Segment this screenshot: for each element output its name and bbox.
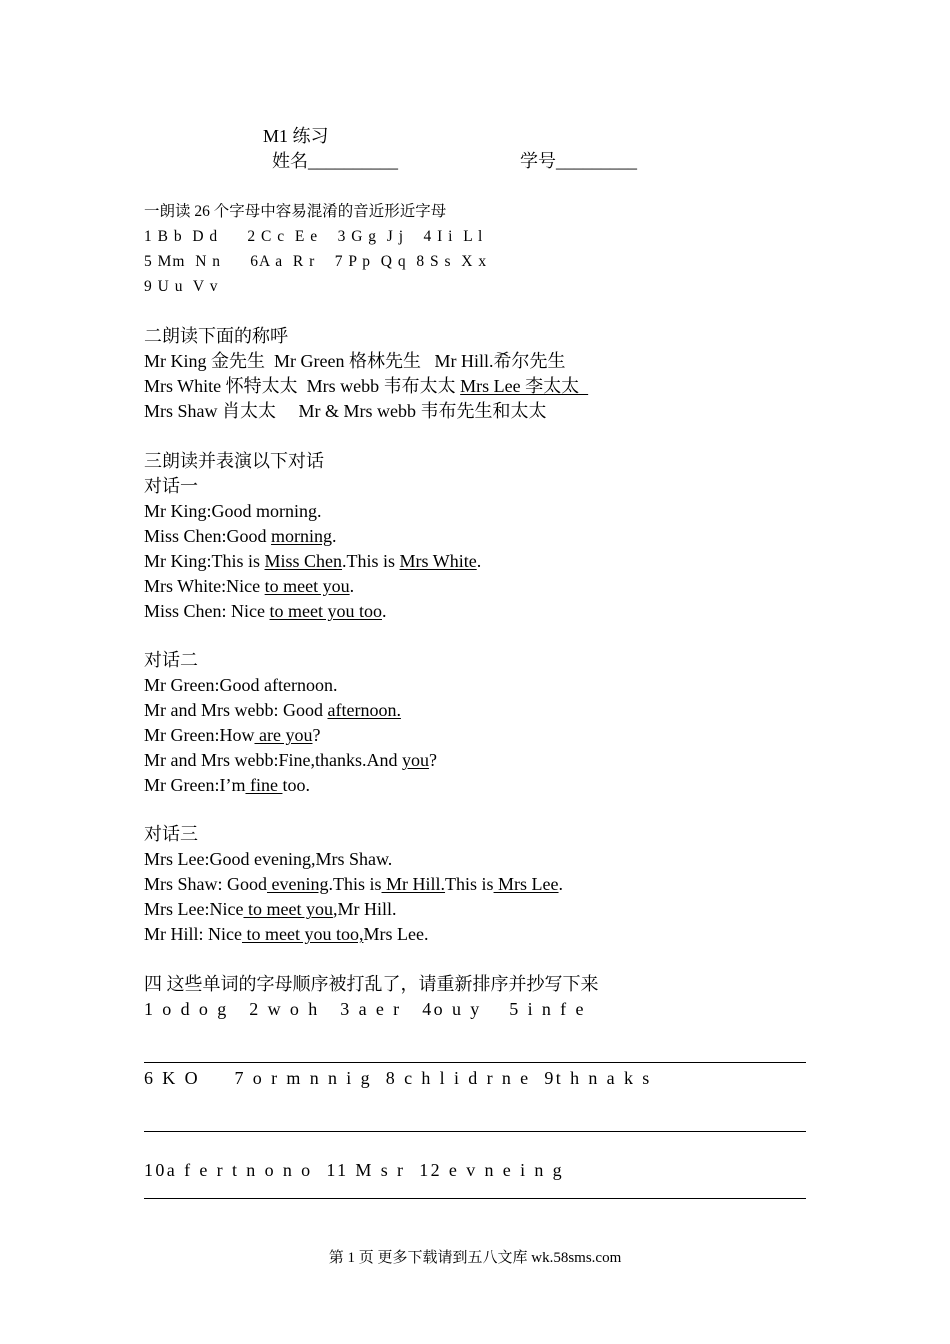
text: Mrs Lee:Nice: [144, 899, 244, 919]
dialogue-line: [144, 550, 481, 572]
scrambled-words-row: 6 K O 7 o r m n n i g 8 c h l i d r n e 9t h n a k s: [144, 1068, 652, 1088]
dialogue-line: [144, 873, 563, 895]
page-footer: 第 1 页 更多下载请到五八文库 wk.58sms.com: [328, 1250, 622, 1266]
answer-line: [144, 1198, 806, 1199]
section3-heading: 三朗读并表演以下对话: [144, 451, 324, 471]
dialogue-line: Mrs Lee:Good evening,Mrs Shaw.: [144, 849, 393, 869]
dialogue1-title: 对话一: [144, 476, 198, 496]
dialogue-line: [144, 774, 310, 796]
underlined-text: fine: [245, 775, 283, 795]
section4-heading: 四 这些单词的字母顺序被打乱了，请重新排序并抄写下来: [144, 974, 599, 994]
title-row: Mr King 金先生 Mr Green 格林先生 Mr Hill.希尔先生: [144, 351, 566, 371]
underlined-text: Miss Chen: [264, 551, 343, 571]
scrambled-words-row: 1 o d o g 2 w o h 3 a e r 4o u y 5 i n f e: [144, 999, 586, 1019]
text: Mr Hill: Nice: [144, 924, 242, 944]
text: ?: [312, 725, 321, 745]
underlined-text: to meet you: [264, 576, 350, 596]
dialogue-line: [144, 724, 320, 746]
text: .: [476, 551, 482, 571]
letter-row: 1 B b D d 2 C c E e 3 G g J j 4 I i L l: [144, 228, 484, 245]
underlined-text: morning: [271, 526, 333, 546]
text: Mr Green:I’m: [144, 775, 246, 795]
title-row: [144, 375, 588, 397]
text: Mrs Lee.: [363, 924, 429, 944]
scrambled-words-row: 10a f e r t n o n o 11 M s r 12 e v n e i n g: [144, 1160, 565, 1180]
title-row: Mrs Shaw 肖太太 Mr & Mrs webb 韦布先生和太太: [144, 401, 547, 421]
dialogue-line: [144, 600, 386, 622]
name-field: [272, 150, 398, 172]
answer-line: [144, 1062, 806, 1063]
letter-row: 5 Mm N n 6A a R r 7 P p Q q 8 S s X x: [144, 253, 488, 270]
dialogue3-title: 对话三: [144, 824, 198, 844]
underlined-text: Mr Hill.: [381, 874, 446, 894]
text: ,Mr Hill.: [332, 899, 397, 919]
dialogue2-title: 对话二: [144, 650, 198, 670]
text: Miss Chen: Nice: [144, 601, 270, 621]
underlined-text: afternoon.: [327, 700, 401, 720]
underlined-text: you: [401, 750, 429, 770]
underlined-title: Mrs Lee 李太太: [460, 376, 589, 396]
text: Miss Chen:Good: [144, 526, 272, 546]
text: ?: [428, 750, 437, 770]
text: .This is: [328, 874, 382, 894]
text: .: [558, 874, 564, 894]
text: too.: [282, 775, 310, 795]
dialogue-line: [144, 699, 401, 721]
dialogue-line: [144, 749, 437, 771]
dialogue-line: [144, 898, 396, 920]
dialogue-line: [144, 525, 337, 547]
text: Mr Green:How: [144, 725, 255, 745]
underlined-text: are you: [254, 725, 313, 745]
underlined-text: evening: [267, 874, 329, 894]
page-title: M1 练习: [263, 126, 329, 146]
underlined-text: Mrs White: [399, 551, 477, 571]
student-id-field: [520, 150, 637, 172]
underlined-text: Mrs Lee: [493, 874, 559, 894]
name-blank: __________: [308, 151, 398, 171]
text: Mr King:This is: [144, 551, 265, 571]
title-row-text: Mrs White 怀特太太 Mrs webb 韦布太太: [144, 376, 461, 396]
text: Mr and Mrs webb: Good: [144, 700, 328, 720]
student-id-label: 学号: [520, 151, 556, 171]
underlined-text: to meet you too: [269, 601, 382, 621]
text: Mrs Shaw: Good: [144, 874, 268, 894]
section2-heading: 二朗读下面的称呼: [144, 326, 288, 346]
text: Mrs White:Nice: [144, 576, 265, 596]
dialogue-line: [144, 575, 354, 597]
answer-line: [144, 1131, 806, 1132]
underlined-text: to meet you too,: [241, 924, 364, 944]
text: Mr and Mrs webb:Fine,thanks.And: [144, 750, 402, 770]
name-label: 姓名: [272, 151, 308, 171]
student-id-blank: _________: [556, 151, 637, 171]
text: .: [349, 576, 355, 596]
text: .This is: [342, 551, 400, 571]
section1-heading: 一朗读 26 个字母中容易混淆的音近形近字母: [144, 203, 447, 220]
dialogue-line: [144, 923, 428, 945]
dialogue-line: Mr King:Good morning.: [144, 501, 322, 521]
text: .: [332, 526, 337, 546]
text: This is: [445, 874, 494, 894]
letter-row: 9 U u V v: [144, 278, 219, 295]
text: .: [381, 601, 387, 621]
dialogue-line: Mr Green:Good afternoon.: [144, 675, 338, 695]
underlined-text: to meet you: [243, 899, 333, 919]
